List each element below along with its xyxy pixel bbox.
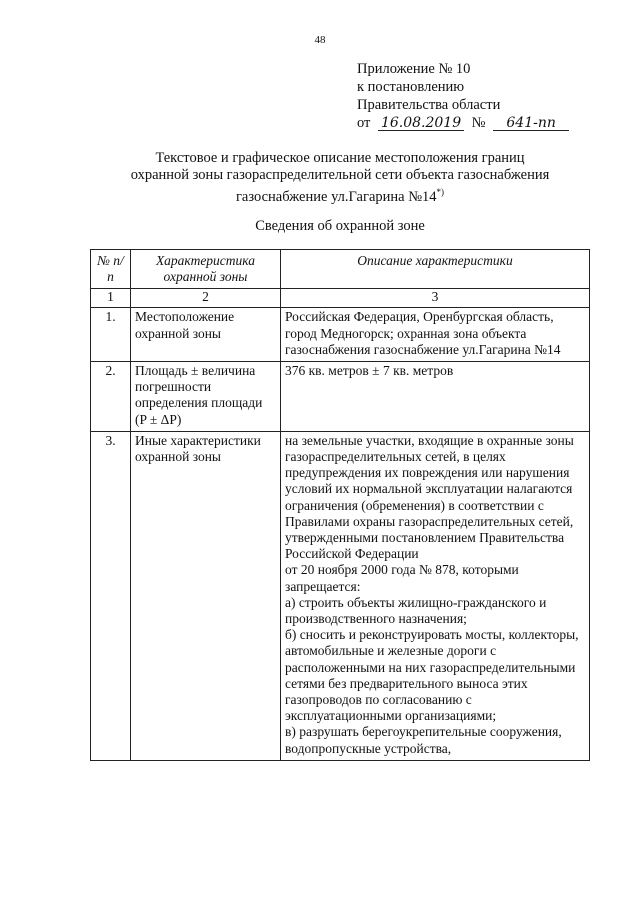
table-row — [91, 362, 590, 432]
row-characteristic: Иные характеристики охранной зоны — [131, 431, 281, 760]
row-description: 376 кв. метров ± 7 кв. метров — [281, 362, 590, 432]
column-number-row — [91, 289, 590, 308]
header-number: № п/п — [91, 250, 131, 289]
page-number: 48 — [314, 34, 326, 46]
column-number: 3 — [281, 289, 590, 308]
table-header-row — [91, 250, 590, 289]
row-number: 2. — [91, 362, 131, 432]
header-description: Описание характеристики — [281, 250, 590, 289]
table-row — [91, 431, 590, 760]
column-number: 1 — [91, 289, 131, 308]
row-description: Российская Федерация, Оренбургская область, город Медногорск; охранная зона объекта газоснабжения газоснабжение ул.Гагарина №14 — [281, 308, 590, 362]
number-prefix: № — [471, 115, 486, 131]
row-number: 3. — [91, 431, 131, 760]
appendix-line-2: к постановлению — [357, 79, 465, 95]
row-characteristic: Площадь ± величина погрешности определения площади (P ± ΔP) — [131, 362, 281, 432]
appendix-block — [357, 60, 569, 132]
appendix-title: Приложение № 10 — [357, 61, 471, 77]
title-line-2: охранной зоны газораспределительной сети объекта газоснабжения — [130, 167, 550, 183]
row-characteristic: Местоположение охранной зоны — [131, 308, 281, 362]
section-subtitle: Сведения об охранной зоне — [255, 218, 425, 234]
title-line-1: Текстовое и графическое описание местоположения границ — [155, 150, 525, 166]
appendix-line-3: Правительства области — [357, 97, 501, 113]
document-title — [60, 150, 620, 206]
column-number: 2 — [131, 289, 281, 308]
row-description: на земельные участки, входящие в охранные зоны газораспределительных сетей, в целях предупреждения их повреждения или нарушения условий их нормальной эксплуатации налагаются ограничения (обременения) в соответствии с Правилами охраны газораспределительных сетей, утвержденными постановлением Правительства Российской Федерации от 20 ноября 2000 года № 878, которыми запрещается: а) строить объекты жилищно-гражданского и производственного назначения; б) сносить и реконструировать мосты, коллекторы, автомобильные и железные дороги с расположенными на них газораспределительными сетями без предварительного выноса этих газопроводов по согласованию с эксплуатационными организациями; в) разрушать берегоукрепительные сооружения, водопропускные устройства, — [281, 431, 590, 760]
handwritten-number: 641-пп — [493, 116, 569, 131]
row-number: 1. — [91, 308, 131, 362]
zone-info-table — [90, 249, 590, 761]
header-characteristic: Характеристика охранной зоны — [131, 250, 281, 289]
title-line-3 — [60, 184, 620, 206]
footnote-mark: *) — [436, 187, 445, 197]
appendix-date-line — [357, 114, 569, 132]
handwritten-date: 16.08.2019 — [378, 116, 464, 131]
title-line-3-text: газоснабжение ул.Гагарина №14 — [235, 188, 437, 205]
date-prefix: от — [357, 115, 371, 131]
table-row — [91, 308, 590, 362]
